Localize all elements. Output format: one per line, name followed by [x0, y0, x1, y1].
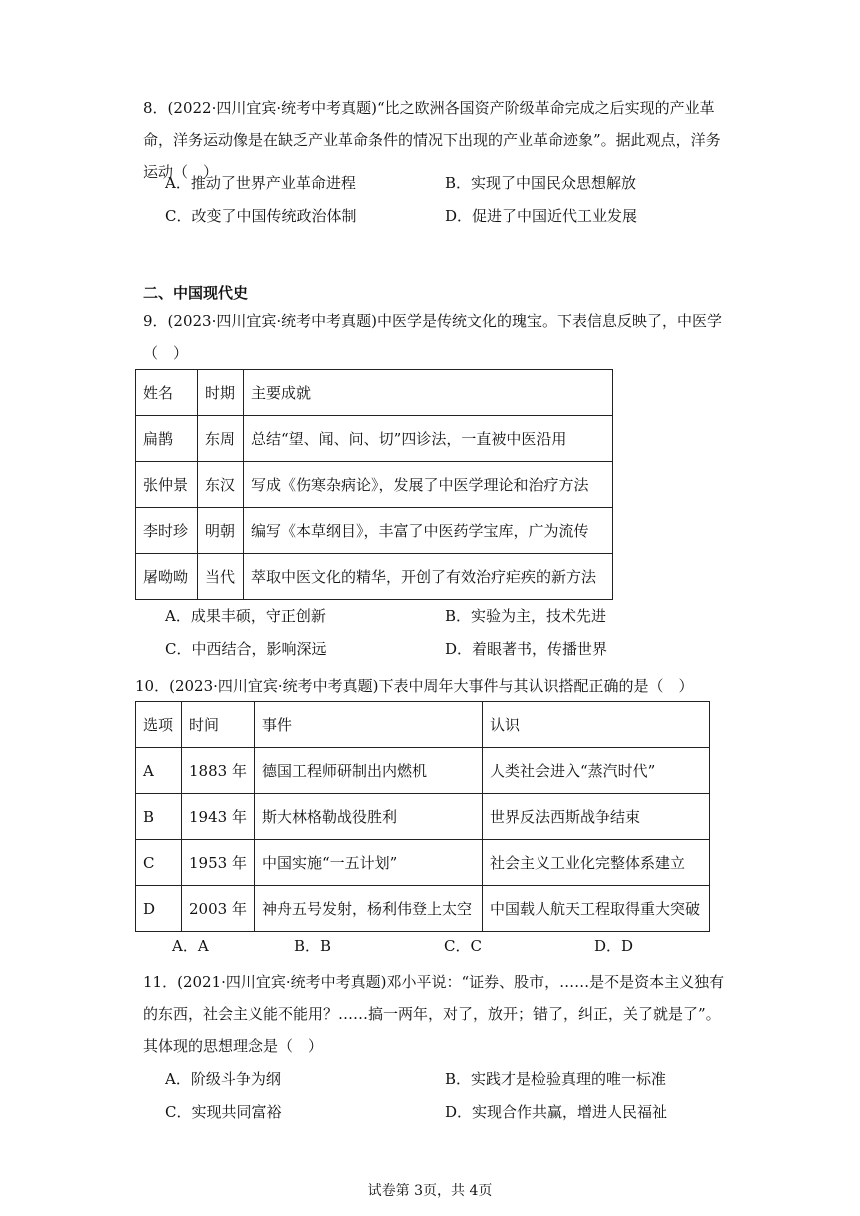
- question-9-stem: 9．(2023·四川宜宾·统考中考真题)中医学是传统文化的瑰宝。下表信息反映了，中医学（ ）: [143, 312, 722, 362]
- table-cell: 屠呦呦: [136, 554, 198, 600]
- table-cell: 1883 年: [182, 748, 255, 794]
- table-cell: 总结“望、闻、问、切”四诊法，一直被中医沿用: [244, 416, 613, 462]
- table-cell: 1943 年: [182, 794, 255, 840]
- table-cell: 李时珍: [136, 508, 198, 554]
- table-cell: 社会主义工业化完整体系建立: [482, 840, 709, 886]
- table-cell: 萃取中医文化的精华，开创了有效治疗疟疾的新方法: [244, 554, 613, 600]
- question-9-options-row-1: [165, 605, 725, 635]
- table-cell: A: [136, 748, 182, 794]
- table-cell: 中国载人航天工程取得重大突破: [482, 886, 709, 932]
- table-row: [136, 794, 710, 840]
- section-heading: 二、中国现代史: [143, 284, 249, 302]
- question-8-option-d[interactable]: D．促进了中国近代工业发展: [445, 207, 638, 225]
- table-cell: 世界反法西斯战争结束: [482, 794, 709, 840]
- question-10-option-a[interactable]: A．A: [172, 937, 209, 955]
- table-cell: 张仲景: [136, 462, 198, 508]
- table-header-cell: 认识: [482, 702, 709, 748]
- table-cell: 神舟五号发射，杨利伟登上太空: [254, 886, 482, 932]
- question-9-option-d[interactable]: D．着眼著书，传播世界: [445, 640, 608, 658]
- question-8-option-a[interactable]: A．推动了世界产业革命进程: [165, 174, 356, 192]
- question-11-option-a[interactable]: A．阶级斗争为纲: [165, 1070, 281, 1088]
- question-9-option-b[interactable]: B．实验为主，技术先进: [445, 607, 607, 625]
- table-cell: 当代: [198, 554, 244, 600]
- table-header-cell: 姓名: [136, 370, 198, 416]
- question-11-stem: 11．(2021·四川宜宾·统考中考真题)邓小平说：“证券、股市，……是不是资本主义独有的东西，社会主义能不能用？……搞一两年，对了，放开；错了，纠正，关了就是了”。其体现的思想理念是（ ）: [143, 973, 725, 1055]
- question-9-option-a[interactable]: A．成果丰硕，守正创新: [165, 607, 326, 625]
- table-cell: 2003 年: [182, 886, 255, 932]
- table-header-cell: 选项: [136, 702, 182, 748]
- question-11-option-d[interactable]: D．实现合作共赢，增进人民福祉: [445, 1103, 668, 1121]
- table-cell: 东周: [198, 416, 244, 462]
- question-8-option-c[interactable]: C．改变了中国传统政治体制: [165, 207, 357, 225]
- question-11-options-row-1: [165, 1068, 725, 1098]
- table-cell: 明朝: [198, 508, 244, 554]
- table-header-row: [136, 370, 613, 416]
- table-cell: B: [136, 794, 182, 840]
- table-header-row: [136, 702, 710, 748]
- table-cell: C: [136, 840, 182, 886]
- table-cell: 东汉: [198, 462, 244, 508]
- question-10-option-c[interactable]: C．C: [444, 937, 482, 955]
- question-11-options-row-2: [165, 1101, 725, 1131]
- table-header-cell: 时期: [198, 370, 244, 416]
- table-cell: 1953 年: [182, 840, 255, 886]
- table-cell: D: [136, 886, 182, 932]
- question-10-options: [172, 935, 672, 959]
- question-10-table: [135, 701, 710, 932]
- question-8-options-row-2: [165, 205, 725, 235]
- table-row: [136, 554, 613, 600]
- question-10-option-b[interactable]: B．B: [294, 937, 332, 955]
- question-9-table: [135, 369, 613, 600]
- table-header-cell: 主要成就: [244, 370, 613, 416]
- question-11-option-b[interactable]: B．实践才是检验真理的唯一标准: [445, 1070, 667, 1088]
- table-cell: 中国实施“一五计划”: [254, 840, 482, 886]
- page-footer: 试卷第 3页，共 4页: [367, 1183, 493, 1199]
- table-header-cell: 时间: [182, 702, 255, 748]
- table-row: [136, 748, 710, 794]
- table-row: [136, 416, 613, 462]
- table-header-cell: 事件: [254, 702, 482, 748]
- question-8-options-row-1: [165, 172, 725, 202]
- table-row: [136, 840, 710, 886]
- table-row: [136, 508, 613, 554]
- table-cell: 写成《伤寒杂病论》，发展了中医学理论和治疗方法: [244, 462, 613, 508]
- table-cell: 德国工程师研制出内燃机: [254, 748, 482, 794]
- question-10-option-d[interactable]: D．D: [594, 937, 634, 955]
- table-cell: 斯大林格勒战役胜利: [254, 794, 482, 840]
- table-cell: 扁鹊: [136, 416, 198, 462]
- table-row: [136, 462, 613, 508]
- table-cell: 编写《本草纲目》，丰富了中医药学宝库，广为流传: [244, 508, 613, 554]
- table-row: [136, 886, 710, 932]
- question-10-stem: 10．(2023·四川宜宾·统考中考真题)下表中周年大事件与其认识搭配正确的是（ ）: [135, 677, 694, 695]
- question-9-options-row-2: [165, 638, 725, 668]
- question-8-option-b[interactable]: B．实现了中国民众思想解放: [445, 174, 637, 192]
- question-11-option-c[interactable]: C．实现共同富裕: [165, 1103, 282, 1121]
- question-9-option-c[interactable]: C．中西结合，影响深远: [165, 640, 327, 658]
- question-8-stem: 8．(2022·四川宜宾·统考中考真题)“比之欧洲各国资产阶级革命完成之后实现的产业革命，洋务运动像是在缺乏产业革命条件的情况下出现的产业革命迹象”。据此观点，洋务运动（ ）: [143, 99, 721, 181]
- table-cell: 人类社会进入“蒸汽时代”: [482, 748, 709, 794]
